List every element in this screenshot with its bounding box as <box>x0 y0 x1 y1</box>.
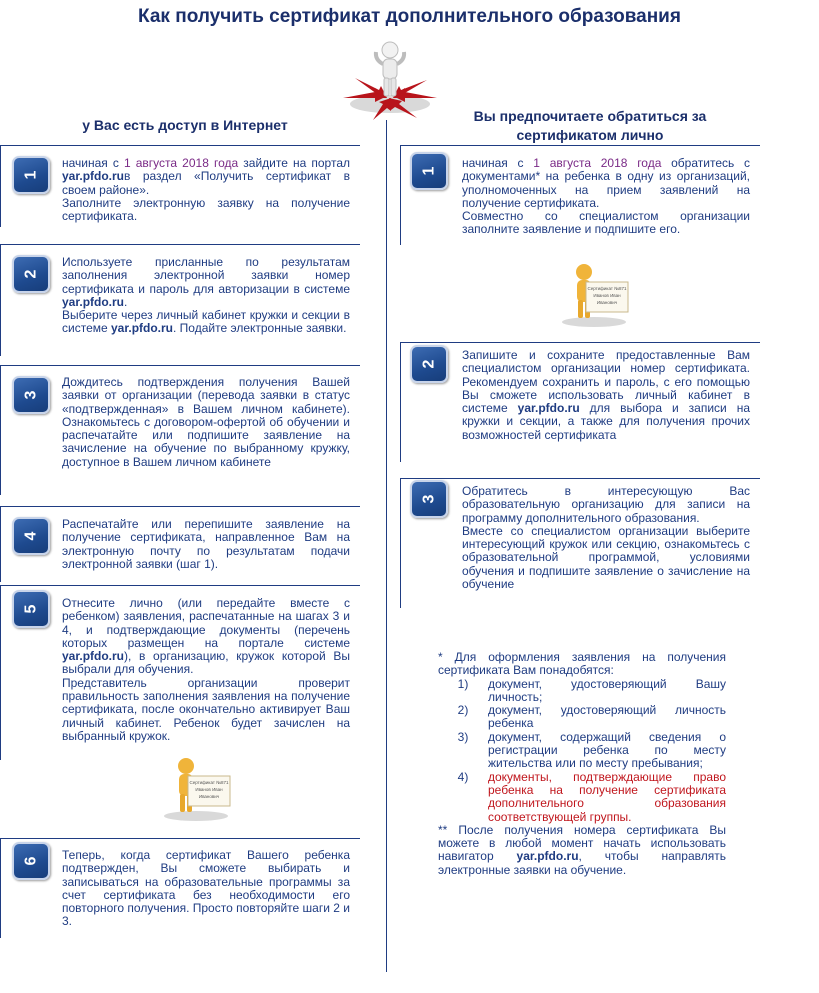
documents-list <box>438 678 726 824</box>
step-number-badge: 6 <box>12 842 50 880</box>
person-crossroads-illustration <box>335 40 445 122</box>
right-column-heading <box>430 107 750 145</box>
step-bracket <box>400 342 401 462</box>
left-step-2-text: Используете присланные по результатам заполнения электронной заявки номер сертификата и пароль для авторизации в системе yar.pfdo.ru. Выберите через личный кабинет кружки и секции в системе yar.pfdo.ru. Подайте электронные заявки. <box>62 255 350 336</box>
portal-link: yar.pfdo.ru <box>62 294 125 309</box>
left-step-6-text: Теперь, когда сертификат Вашего ребенка подтвержден, Вы сможете выбирать и записываться на образовательные программы за счет сертификата без необходимости его повторного получения. Просто повторяйте шаги 2 и 3. <box>62 848 350 929</box>
right-heading-line2: сертификатом лично <box>516 127 664 143</box>
date-highlight: 1 августа 2018 года <box>123 156 239 170</box>
step-bracket <box>0 365 1 495</box>
portal-link: yar.pfdo.ru <box>62 649 125 664</box>
certificate-owner: Иванов Иван Иванович <box>195 787 223 799</box>
step-number-badge: 3 <box>410 480 448 518</box>
left-step-4-text: Распечатайте или перепишите заявление на получение сертификата, направленное Вам на электронную почту по результатам подачи электронной заявки (шаг 1). <box>62 517 350 571</box>
certificate-number: Сертификат №871 <box>587 286 627 291</box>
step-bracket <box>0 506 1 582</box>
step-separator <box>400 478 760 479</box>
left-step-5-text: Отнесите лично (или передайте вместе с ребенком) заявления, распечатанные на шагах 3 и 4, и подтверждающие документы (перечень которых размещен на портале системе yar.pfdo.ru), в организацию, кружок которой Вы выбрали для обучения. Представитель организации проверит правильность заполнения заявления на получение сертификата, после окончательно активирует Ваш личный кабинет. Ребенок будет зачислен на выбранный кружок. <box>62 596 350 743</box>
required-documents-note <box>438 651 726 877</box>
step-separator <box>400 145 760 146</box>
step-separator <box>0 365 360 366</box>
step-separator <box>0 244 360 245</box>
step-bracket <box>0 838 1 938</box>
step-separator <box>400 342 760 343</box>
right-step-1-text: начиная с 1 августа 2018 года обратитесь с документами* на ребенка в одну из организаций, уполномоченных на прием заявлений на получение сертификата. Совместно со специалистом организации заполните заявление и подпишите его. <box>462 156 750 237</box>
step-bracket <box>400 478 401 608</box>
portal-link: yar.pfdo.ru <box>516 849 579 864</box>
list-item: 3) документ, содержащий сведения о регистрации ребенка по месту жительства или по месту пребывания; <box>457 729 726 771</box>
step-number-badge: 1 <box>12 156 50 194</box>
certificate-caption <box>188 779 230 800</box>
step-number-badge: 2 <box>12 255 50 293</box>
portal-link: yar.pfdo.ru <box>62 169 125 184</box>
right-step-2-text: Запишите и сохраните предоставленные Вам специалистом организации номер сертификата. Рекомендуем сохранить и пароль, с его помощью Вы сможете использовать личный кабинет в системе yar.pfdo.ru для выбора и записи на кружки и секции, а также для получения прочих возможностей сертификата <box>462 348 750 442</box>
list-item: 4) документы, подтверждающие право ребенка на получение сертификата дополнительного образования соответствующей группы. <box>457 769 726 824</box>
step-bracket <box>0 585 1 760</box>
step-number-badge: 2 <box>410 345 448 383</box>
left-step-3-text: Дождитесь подтверждения получения Вашей заявки от организации (перевода заявки в статус «подтвержденная» в Вашем личном кабинете). Ознакомьтесь с договором-офертой об обучении и распечатайте или подпишите заявление на зачисление на обучение по выбранному кружку, доступное в Вашем личном кабинете <box>62 375 350 469</box>
page-title: Как получить сертификат дополнительного образования <box>138 6 681 27</box>
step-bracket <box>0 244 1 356</box>
date-highlight: 1 августа 2018 года <box>533 156 662 170</box>
step-bracket <box>400 145 401 245</box>
step-number-badge: 3 <box>12 376 50 414</box>
portal-link: yar.pfdo.ru <box>517 401 580 416</box>
note-footer: ** После получения номера сертификата Вы можете в любой момент начать использовать навигатор yar.pfdo.ru, чтобы направлять электронные заявки на обучение. <box>438 822 726 877</box>
step-number-badge: 4 <box>12 517 50 555</box>
list-item: 2) документ, удостоверяющий личность ребенка <box>457 703 726 731</box>
step-separator <box>0 838 360 839</box>
step-separator <box>0 506 360 507</box>
certificate-owner: Иванов Иван Иванович <box>593 293 621 305</box>
certificate-caption <box>586 285 628 306</box>
note-intro: * Для оформления заявления на получения сертификата Вам понадобятся: <box>438 650 726 678</box>
highlighted-document: документы, подтверждающие право ребенка на получение сертификата дополнительного образования соответствующей группы. <box>488 769 726 824</box>
left-step-1-text: начиная с 1 августа 2018 года зайдите на портал yar.pfdo.ruв раздел «Получить сертификат в своем районе». Заполните электронную заявку на получение сертификата. <box>62 156 350 224</box>
portal-link: yar.pfdo.ru <box>111 321 174 336</box>
right-step-3-text: Обратитесь в интересующую Вас образовательную организацию для записи на программу дополнительного образования. Вместе со специалистом организации выберите интересующий кружок или секцию, ознакомьтесь с образовательной программой, условиями обучения и подпишите заявление о зачисление на обучение <box>462 484 750 592</box>
step-number-badge: 5 <box>12 590 50 628</box>
step-bracket <box>0 145 1 227</box>
certificate-number: Сертификат №871 <box>189 780 229 785</box>
step-number-badge: 1 <box>410 152 448 190</box>
column-divider <box>386 120 387 972</box>
step-separator <box>0 145 360 146</box>
right-heading-line1: Вы предпочитаете обратиться за <box>473 108 707 124</box>
list-item: 1) документ, удостоверяющий Вашу личность; <box>457 676 726 704</box>
left-column-heading: у Вас есть доступ в Интернет <box>82 117 288 133</box>
step-separator <box>0 585 360 586</box>
